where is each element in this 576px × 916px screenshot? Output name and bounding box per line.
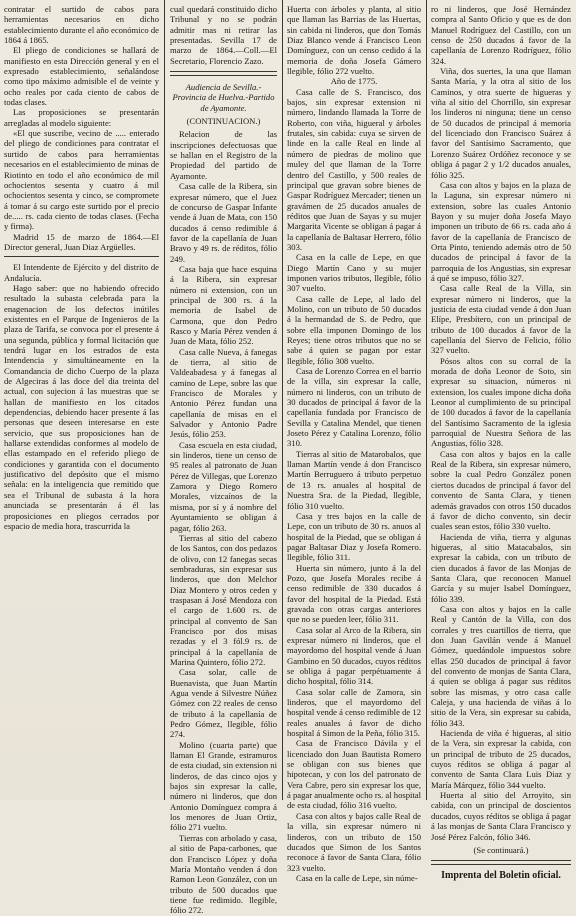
c2-paragraph: Tierras con arbolado y casa, al sitio de Papa-carbones, que don Francisco López y doña María Montaño venden á don Ramon Leon González, con un tributo de 500 ducados que tiene fue redimido. llegible, fólio 272.: [170, 832, 277, 916]
section-divider: [431, 860, 571, 865]
c3-paragraph: Casa en la calle de Lepe, sin núme-: [296, 872, 418, 883]
imprint-line: Imprenta del Boletin oficial.: [441, 870, 561, 882]
c3-paragraph: Tierras al sitio de Matarobalos, que llaman Martín vende á don Francisco Martín Berruguero á tributo perpetuo de 13 rs. anuales al hospital de Nuestra Sra. de la Piedad, llegible, fólio 310 vuelto.: [287, 448, 421, 511]
c2-paragraph: Molino (cuarta parte) que llaman El Grande, estramuros de esta ciudad, sin extension ni linderos, de das cinco ojos y bajos sin expresar la calle, número ni linderos, que don Antonio Domínguez compra á los menores de Juan Ortiz, fólio 271 vuelto.: [170, 739, 277, 833]
c3-paragraph: Casa solar calle de Zamora, sin linderos, que el mayordomo del hospital vende á censo redimible de 12 reales anuales á favor de dicho hospital á Simon de la Peña, fólio 315.: [287, 686, 421, 739]
c4-paragraph: Casa con altos y bajos en la plaza de la Laguna, sin expresar número ni extension, sobre las cuales Antonio Bayon y su mujer doña Josefa Mayo imponen un tributo de 66 rs. cada año á favor de la capellanía de Francisco de Orta Pinto, teniendo además otro de 50 ducados de principal á favor de la parroquia de los Angustias, sin expresar á qué se impuso, fólio 327.: [431, 179, 571, 283]
continuation-label: (Se continuará.): [473, 844, 529, 855]
column-rule: [426, 0, 427, 800]
c2-paragraph: cual quedará constituido dicho Tribunal y no se podrán admitir mas ni retirar las presentadas. Sevilla 17 de marzo de 1864.—Coll.—El Secretario, Florencio Zazo.: [170, 4, 277, 66]
c4-paragraph: Casa con altos y bajos en la calle Real de la Ribera, sin expresar número, sobre la cual Pedro González ponen ciertos ducados de principal á favor del convento de Santa Clara, y tienen además gravados con otros 150 ducados á favor de dicho convento, sin decir cuales sean estos, fólio 330 vuelto.: [431, 448, 571, 532]
c1-paragraph: «El que suscribe, vecino de ..... enterado del pliego de condiciones para contratar el surtido de cabos para herramientas necesarios en el establecimiento de minas de Riotinto en todo el año económico de mil ochocientos sesenta y cuatro á mil ochocientos sesenta y cinco, se compromete á tomar á su cargo este surtido por el precio de..... rs. cada ciento de todas clases. (Fecha y firma).: [4, 128, 159, 232]
c3-paragraph: Casa de Francisco Dávila y el licenciado don Juan Bautista Romero se obligan con sus bienes que hipotecan, y con los del patronato de Vera Cabre, pero sin expresar los que, á pagar anualmente ocho rs. al hospital de esta ciudad, fólio 316 vuelto.: [287, 738, 421, 811]
c2-paragraph: Casa calle de la Ribera, sin expresar número, que el Juez de concurso de Gaspar Infante vende á Juan de Mata, con 150 ducados á censo redimible á favor de la capellanía de Juan Bravo y 49 rs. de réditos, fólio 249.: [170, 181, 277, 264]
c3-paragraph: Casa calle de Lepe, al lado del Molino, con un tributo de 50 ducados á la hermandad de S. de Pedro, que sobre ella imponen Domingo de los Reyes; tiene otros tributos que no se sabe á quien se pagan por estar llegible, fólio 308 vuelto.: [287, 293, 421, 366]
c3-paragraph: Casa y tres bajos en la calle de Lepe, con un tributo de 30 rs. anuos al hospital de la Piedad, que se obligan á pagar Baltasar Diaz y Josefa Romero. llegible, fólio 311.: [287, 510, 421, 563]
column-rule: [282, 0, 283, 800]
c1-paragraph: Las proposiciones se presentarán arregladas al modelo siguiente:: [4, 107, 159, 128]
section-divider: [4, 256, 159, 257]
c2-paragraph: Casa escuela en esta ciudad, sin linderos, tiene un censo de 95 reales al patronato de Juan Pérez de Villegas, que Lorenzo Zamora y Diego Romero Morales, vizcaínos de la misma, por sí y á nombre del Ayuntamiento se obligan á pagar, fólio 263.: [170, 439, 277, 533]
c1-signature: Madrid 15 de marzo de 1864.—El Director general, Juan Diaz Argüelles.: [4, 231, 159, 252]
c4-paragraph: Casa con altos y bajos en la calle Real y Cantón de la Villa, con dos corrales y tres cuartillos de tierra, que don Juan Gavilán vende á Manuel Gómez, quedándole impuestos sobre ellas 250 ducados de principal á favor del convento de monjas de Santa Clara, á quien se obliga á pagar sus réditos sobre las mismas, y otro casa calle Caleja, y una hacienda de viñas á lo sitio de la Vera, sin expresar su cabida, fólio 343.: [431, 603, 571, 728]
c4-paragraph: Casa calle Real de la Villa, sin expresar número ni linderos, que la justicia de esta ciudad vende á don Juan Elípe, Presbítero, con un principal de tributo de 100 ducados á favor de la capellanía del Siervo de Felicio, fólio 327 vuelto.: [431, 283, 571, 356]
c2-paragraph: Casa baja que hace esquina á la Ribera, sin expresar número ni extension, con un principal de 300 rs. á la memoria de Isabel de Carmona, que don Pedro Rasco y María Pérez venden á Juan de Mata, fólio 252.: [170, 263, 277, 347]
year-heading: Año de 1775.: [330, 76, 378, 87]
continuation-label: (CONTINUACION.): [186, 116, 261, 127]
c2-paragraph: Tierras al sitio del cabezo de los Santos, con dos pedazos de olivo, con 12 fanegas secas sembraduras, sin expresar sus linderos, que don Melchor Díaz Montero y otros ceden y traspasan á José Mendoza con el cargo de 1.600 rs. de principal al convento de San Francisco por dos misas rezadas y el 3 fól.9 rs. de principal á la capellanía de Marina Quintero, fólio 272.: [170, 532, 277, 667]
column-4: [431, 4, 571, 882]
c3-paragraph: Casa de Lorenzo Correa en el barrio de la villa, sin expresar la calle, número ni linderos, con un tributo de 30 ducados de principal á favor de la capellanía fundada por Francisco de Sevilla y Catalina Mendel, que tienen Joseto Pérez y Catalina Lorenzo, fólio 310.: [287, 366, 421, 449]
c1-paragraph: El Intendente de Ejército y del distrito de Andalucía.: [4, 262, 159, 283]
c3-paragraph: Huerta sin número, junto á la del Pozo, que Josefa Morales recibe á censo redimible de 330 ducados á favor del hospital de la Piedad. Está gravada con otras cargas anteriores que no se pueden leer, fólio 311.: [287, 562, 421, 625]
c4-paragraph: Pósos altos con su corral de la morada de doña Leonor de Soto, sin expresar su situacion, números ni extension, los cuales impone dicha doña Leonor al cumplimiento de su principal de 100 ducados á favor de la capellanía del Santísimo Sacramento de la iglesia parroquial de Nuestra Señora de las Angustias, fólio 328.: [431, 355, 571, 449]
c4-paragraph: ro ni linderos, que José Hernández compra al Santo Oficio y que es de don Manuel Rodríguez del Castillo, con un censo de 250 ducados á favor de la capellanía de Lorenzo Rodríguez, fólio 324.: [431, 4, 571, 66]
section-heading: Audiencia de Sevilla.-Provincia de Huelva.-Partido de Ayamonte.: [172, 82, 275, 113]
c4-paragraph: Viña, dos suertes, la una que llaman Santa María, y la otra al sitio de los Caminos, y otra suerte de higueras y viña al sitio del Chorrillo, sin expresar los linderos ni ninguna; tiene un censo de 50 ducados de principal á memoria del licenciado don Francisco Suárez á favor del Santísimo Sacramento, que Lorenzo Suárez Ordóñez reconoce y se obliga á pagar 2 y 1/2 ducados anuales, fólio 325.: [431, 66, 571, 180]
section-divider: [170, 71, 277, 76]
c2-paragraph: Relacion de las inscripciones defectuosas que se hallan en el Registro de la Propiedad del partido de Ayamonte.: [170, 129, 277, 181]
c1-paragraph: Hago saber: que no habiendo ofrecido resultado la subasta celebrada para la enagenacion de los defectos inútiles existentes en el Parque de Ingenieros de la plaza de Tarifa, se convoca por el presente á una segunda, pública y formal licitación que tendrá lugar en los estrados de esta Intendencia y simultáneamente en la Comandancia de dicho Cuerpo de la plaza de Algeciras á las doce del dia treinta del actual, con sujecion á las muestras que se hallan de manifiesto en los citados dependencias, debiendo hacer presente á las personas que deseen interesarse en este servicio, que sus proposiciones han de hallarse extendidas conformes al modelo de ellas estampado en el referido pliego de condiciones y garantida con el documento justificativo del depósito que el mismo señala: en la inteligencia que remitido que sea el Tribunal de subasta á la hora anunciada se presentarán á él las proposiciones en pliegos cerrados por espacio de media hora, trascurrida la: [4, 282, 159, 531]
column-2: [170, 4, 277, 916]
c3-paragraph: Casa en la calle de Lepe, en que Diego Martín Cano y su mujer imponen varios tributos, llegible, fólio 307 vuelto.: [287, 252, 421, 294]
c4-paragraph: Huerta al sitio del Arroyito, sin cabida, con un principal de doscientos ducados, cuyos réditos se obliga á pagar á las monjas de Santa Clara Francisco y José Pérez Falcón, fólio 346.: [431, 790, 571, 842]
column-rule: [164, 0, 165, 800]
c3-paragraph: Casa con altos y bajos calle Real de la villa, sin expresar número ni linderos, con un tributo de 150 ducados que Simon de los Santos reconoce á favor de Santa Clara, fólio 323 vuelto.: [287, 810, 421, 873]
c3-paragraph: Casa calle de S. Francisco, dos bajos, sin expresar extension ni número, lindando llamada la Torre de Roberto, con viña, higueral y árboles frutales, sin cabida: cuya se sirven de linde en la calle Real en linde al número de piedras de molino que muley del que llaman de la Torre dentro del Castillo, y 500 reales de principal que gravan sobre bienes de Gaspar Rodríguez Mercader; tienen un gravámen de 25 ducados anuales de réditos que Juan de Sayas y su mujer Margarita Vicente se obligan á pagar á la capellanía de Baltasar Herrero, fólio 303.: [287, 86, 421, 252]
c1-paragraph: El pliego de condiciones se hallará de manifiesto en esta Dirección general y en el expresado establecimiento, señalándose como tipo máximo admisible el de veinte y ocho reales por cada ciento de cabos de todas clases.: [4, 45, 159, 108]
c1-paragraph: contratar el surtido de cabos para herramientas necesarios en dicho establecimiento durante el año económico de 1864 á 1865.: [4, 4, 159, 46]
c2-paragraph: Casa calle Nueva, á fanegas de tierra, al sitio de Valdeabadesa y á fanegas al camino de Lepe, sobre las que Francisco de Morales y Antonio Pérez fundan una capellanía de misas en el Salvador y Antonio Padre Jesús, fólio 253.: [170, 346, 277, 440]
c4-paragraph: Hacienda de viña é higueras, al sitio de la Vera, sin expresar la cabida, con un principal de tributo de 25 ducados, cuyos réditos se obliga á pagar al convento de Santa Clara Luis Diaz y María Márquez, fólio 344 vuelto.: [431, 728, 571, 790]
c2-paragraph: Casa solar, calle de Buenavista, que Juan Martín Agua vende á Silvestre Núñez Gómez con 22 reales de censo de tributo á la capellanía de Pedro Gómez, llegible, fólio 274.: [170, 667, 277, 740]
c3-paragraph: Huerta con árboles y planta, al sitio que llaman las Barrias de las Huertas, sin cabida ni linderos, que don Tomás Diaz Blanco vende á Francisco Leon Domínguez, con un censo cedido á la memoria de doña Josefa Gámero llegible, fólio 272 vuelto.: [287, 4, 421, 77]
column-3: [287, 4, 421, 883]
c3-paragraph: Casa solar al Arco de la Ribera, sin expresar número ni linderos, que el mayordomo del hospital vende á Juan Gambino en 50 ducados, cuyos réditos se obliga á pagar perpétuamente á dicho hospital, fólio 314.: [287, 624, 421, 687]
column-1: [4, 4, 159, 796]
c4-paragraph: Hacienda de viña, tierra y algunas higueras, al sitio Matacabalos, sin expresar la cabida, con un tributo de cien ducados á favor de las Monjas de Santa Clara, que reconocen Manuel García y su mujer Isabel Domínguez, fólio 339.: [431, 531, 571, 604]
